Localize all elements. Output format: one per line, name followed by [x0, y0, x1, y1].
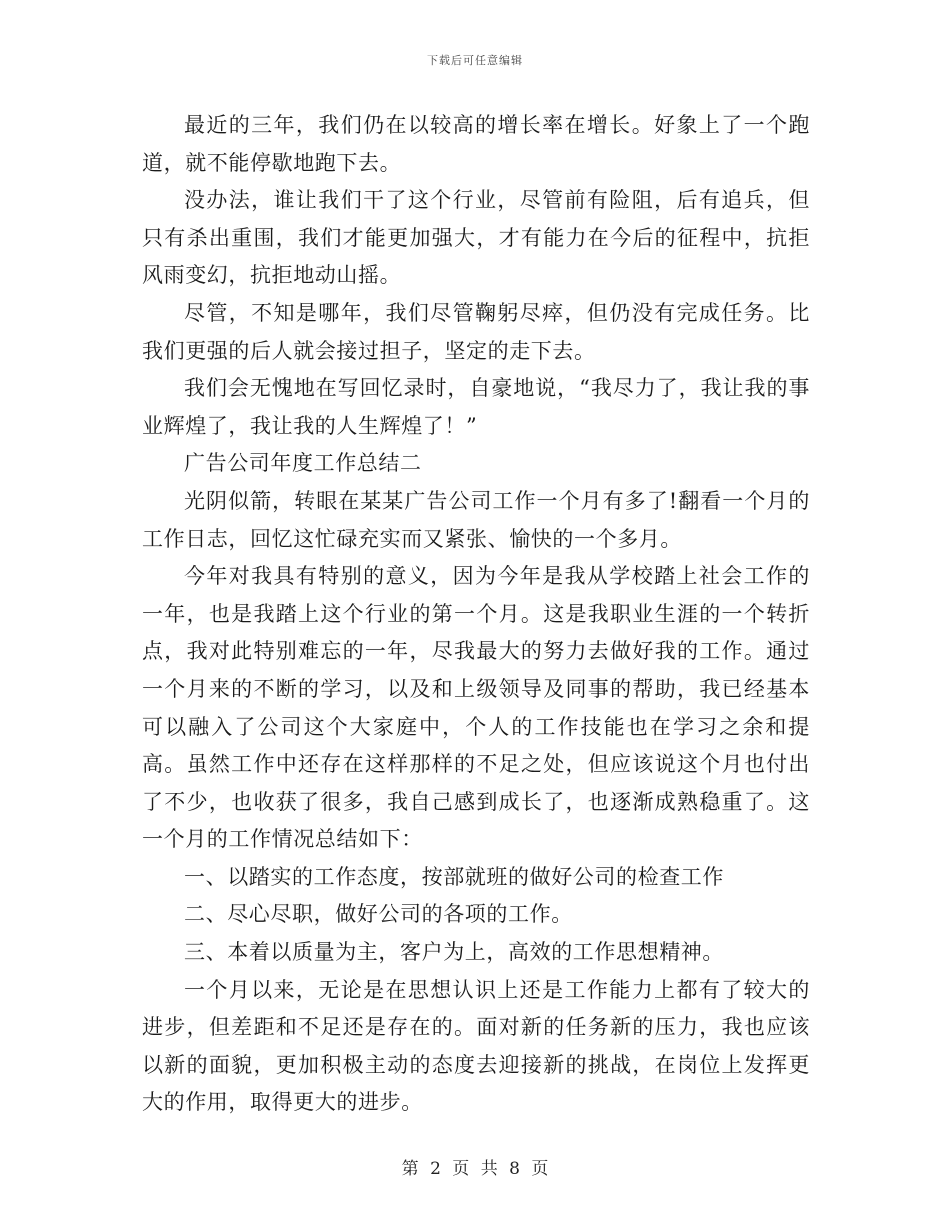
page-header: 下载后可任意编辑 [427, 54, 523, 67]
page-footer: 第 2 页 共 8 页 [401, 1159, 549, 1179]
document-body [142, 107, 810, 1122]
paragraph: 今年对我具有特别的意义，因为今年是我从学校踏上社会工作的一年，也是我踏上这个行业的第一个月。这是我职业生涯的一个转折点，我对此特别难忘的一年，尽我最大的努力去做好我的工作。通过一个月来的不断的学习，以及和上级领导及同事的帮助，我已经基本可以融入了公司这个大家庭中，个人的工作技能也在学习之余和提高。虽然工作中还存在这样那样的不足之处，但应该说这个月也付出了不少，也收获了很多，我自己感到成长了，也逐渐成熟稳重了。这一个月的工作情况总结如下： [142, 564, 810, 852]
paragraph: 光阴似箭，转眼在某某广告公司工作一个月有多了!翻看一个月的工作日志，回忆这忙碌充实而又紧张、愉快的一个多月。 [142, 488, 810, 551]
list-item: 二、尽心尽职，做好公司的各项的工作。 [184, 902, 573, 927]
paragraph: 尽管，不知是哪年，我们尽管鞠躬尽瘁，但仍没有完成任务。比我们更强的后人就会接过担子，坚定的走下去。 [142, 300, 810, 363]
list-item: 三、本着以质量为主，客户为上，高效的工作思想精神。 [184, 940, 724, 965]
paragraph: 没办法，谁让我们干了这个行业，尽管前有险阻，后有追兵，但只有杀出重围，我们才能更加强大，才有能力在今后的征程中，抗拒风雨变幻，抗拒地动山摇。 [142, 188, 810, 288]
paragraph: 一个月以来，无论是在思想认识上还是工作能力上都有了较大的进步，但差距和不足还是存在的。面对新的任务新的压力，我也应该以新的面貌，更加积极主动的态度去迎接新的挑战，在岗位上发挥更大的作用，取得更大的进步。 [142, 977, 810, 1115]
paragraph: 我们会无愧地在写回忆录时，自豪地说，“我尽力了，我让我的事业辉煌了，我让我的人生辉煌了！” [142, 376, 810, 438]
list-item: 一、以踏实的工作态度，按部就班的做好公司的检查工作 [184, 864, 724, 889]
section-heading: 广告公司年度工作总结二 [184, 451, 422, 476]
paragraph: 最近的三年，我们仍在以较高的增长率在增长。好象上了一个跑道，就不能停歇地跑下去。 [142, 113, 810, 175]
